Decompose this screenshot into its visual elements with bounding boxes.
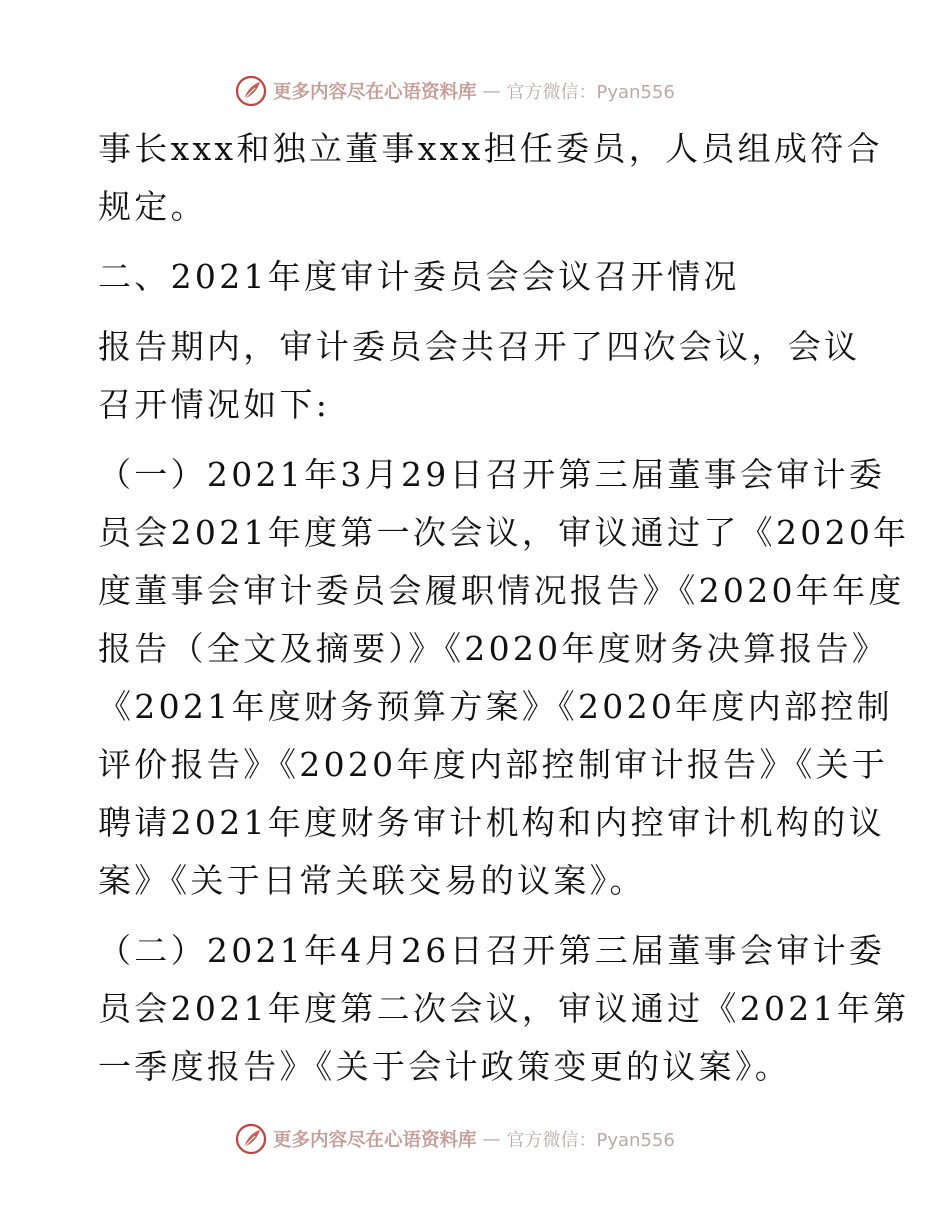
footer-watermark	[235, 1122, 755, 1156]
text-line: 度董事会审计委员会履职情况报告》《2020年年度	[98, 571, 905, 610]
text-line: 聘请2021年度财务审计机构和内控审计机构的议	[98, 803, 885, 842]
text-line: 案》《关于日常关联交易的议案》。	[98, 861, 646, 900]
text-line: （一）2021年3月29日召开第三届董事会审计委	[98, 455, 886, 494]
text-line: 报告（全文及摘要）》《2020年度财务决算报告》	[98, 629, 889, 668]
text-line: 规定。	[98, 187, 207, 226]
text-line: 召开情况如下:	[98, 385, 331, 424]
paragraph-meeting-overview	[98, 318, 868, 434]
section-heading-meetings	[98, 248, 868, 306]
watermark-sub-text: 官方微信：Pyan556	[506, 1130, 675, 1151]
feather-logo-icon	[235, 1123, 267, 1155]
text-line: 评价报告》《2020年度内部控制审计报告》《关于	[98, 745, 889, 784]
text-line: 报告期内，审计委员会共召开了四次会议，会议	[98, 327, 861, 366]
document-body	[98, 120, 910, 1096]
text-line: 事长xxx和独立董事xxx担任委员，人员组成符合	[98, 129, 883, 168]
watermark-dash: —	[482, 1128, 501, 1150]
watermark-sub-text: 官方微信：Pyan556	[506, 82, 675, 103]
text-line: 一季度报告》《关于会计政策变更的议案》。	[98, 1047, 791, 1086]
watermark-main-text: 更多内容尽在心语资料库	[273, 1130, 477, 1151]
feather-logo-icon	[235, 75, 267, 107]
header-watermark	[235, 74, 755, 108]
text-line: 员会2021年度第一次会议，审议通过了《2020年	[98, 513, 910, 552]
paragraph-second-meeting	[98, 922, 910, 1096]
paragraph-first-meeting	[98, 446, 910, 910]
text-line: （二）2021年4月26日召开第三届董事会审计委	[98, 931, 886, 970]
paragraph-committee-members	[98, 120, 883, 236]
text-line: 《2021年度财务预算方案》《2020年度内部控制	[98, 687, 893, 726]
text-line: 二、2021年度审计委员会会议召开情况	[98, 257, 740, 296]
watermark-main-text: 更多内容尽在心语资料库	[273, 82, 477, 103]
watermark-dash: —	[482, 80, 501, 102]
text-line: 员会2021年度第二次会议，审议通过《2021年第	[98, 989, 910, 1028]
